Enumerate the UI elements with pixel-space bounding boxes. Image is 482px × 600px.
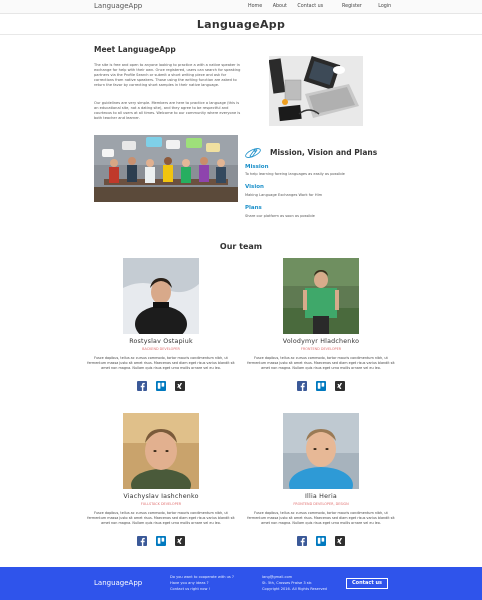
xing-icon[interactable] bbox=[175, 376, 185, 386]
member-photo-2 bbox=[283, 258, 359, 334]
trello-icon[interactable] bbox=[316, 531, 326, 541]
member-role: FRONTEND DEVELOPER, DESIGN bbox=[293, 502, 349, 506]
member-name: Rostyslav Ostapiuk bbox=[129, 338, 193, 345]
nav-brand[interactable]: LanguageApp bbox=[94, 2, 143, 10]
member-role: FULLSTACK DEVELOPER bbox=[140, 502, 182, 506]
plans-text: Share our platform as soon as possible bbox=[245, 214, 315, 218]
nav-link-about[interactable]: About bbox=[272, 4, 287, 9]
nav-link-home[interactable]: Home bbox=[248, 4, 263, 9]
footer bbox=[0, 567, 482, 600]
member-photo-3 bbox=[123, 413, 199, 489]
member-socials bbox=[81, 531, 241, 541]
footer-brand: LanguageApp bbox=[94, 579, 143, 587]
nav-link-login[interactable]: Login bbox=[378, 4, 392, 9]
mission-label: Mission bbox=[245, 164, 269, 170]
xing-icon[interactable] bbox=[175, 531, 185, 541]
footer-email[interactable]: lang@gmail.com bbox=[262, 575, 293, 579]
trello-icon[interactable] bbox=[156, 376, 166, 386]
footer-cta bbox=[170, 574, 234, 592]
trello-icon[interactable] bbox=[156, 531, 166, 541]
plans-label: Plans bbox=[245, 205, 262, 211]
member-name: Viachyslav Iashchenko bbox=[123, 493, 199, 500]
contact-us-button[interactable]: Contact us bbox=[346, 578, 388, 589]
nav-links bbox=[248, 4, 332, 9]
team-member-2 bbox=[241, 258, 401, 386]
team-member-4 bbox=[241, 413, 401, 541]
facebook-icon[interactable] bbox=[297, 531, 307, 541]
xing-icon[interactable] bbox=[335, 376, 345, 386]
about-title: Meet LanguageApp bbox=[94, 45, 176, 54]
laptop-photo bbox=[269, 56, 363, 126]
xing-icon[interactable] bbox=[335, 531, 345, 541]
footer-cta-line: Contact us right now ! bbox=[170, 587, 211, 591]
member-bio: Fusce dapibus, tellus ac cursus commodo, tortor mauris condimentum nibh, ut fermentum massa justo sit amet risus. Maecenas sed diam eget risus varius blandit sit amet non magna. Nullam quis risus eget urna mollis ornare vel eu leo. bbox=[247, 356, 395, 370]
trello-icon[interactable] bbox=[316, 376, 326, 386]
footer-info bbox=[262, 574, 327, 592]
nav-auth bbox=[342, 4, 406, 9]
facebook-icon[interactable] bbox=[137, 531, 147, 541]
member-photo-4 bbox=[283, 413, 359, 489]
member-bio: Fusce dapibus, tellus ac cursus commodo, tortor mauris condimentum nibh, ut fermentum massa justo sit amet risus. Maecenas sed diam eget risus varius blandit sit amet non magna. Nullam quis risus eget urna mollis ornare vel eu leo. bbox=[87, 511, 235, 525]
about-paragraph-2: Our guidelines are very simple. Members are here to practice a language (this is an educational site, not a dating site), and they agree to be respectful and bbox=[94, 101, 240, 111]
mvp-title: Mission, Vision and Plans bbox=[270, 148, 378, 157]
footer-cta-line: Do you want to cooperate with us ? bbox=[170, 575, 234, 579]
people-photo bbox=[94, 135, 238, 202]
mission-text: To help learning foreing languages as easily as possible bbox=[245, 172, 345, 176]
member-role: BACKEND DEVELOPER bbox=[142, 347, 180, 351]
navbar bbox=[0, 0, 482, 14]
member-socials bbox=[241, 531, 401, 541]
facebook-icon[interactable] bbox=[137, 376, 147, 386]
member-photo-1 bbox=[123, 258, 199, 334]
nav-link-contact[interactable]: Contact us bbox=[297, 4, 324, 9]
vision-label: Vision bbox=[245, 184, 264, 190]
member-bio: Fusce dapibus, tellus ac cursus commodo, tortor mauris condimentum nibh, ut fermentum massa justo sit amet risus. Maecenas sed diam eget risus varius blandit sit amet non magna. Nullam quis risus eget urna mollis ornare vel eu leo. bbox=[87, 356, 235, 370]
footer-copyright: Copyright 2016. All Rights Reserved bbox=[262, 587, 327, 591]
about-paragraph-3: courteous to all users at all times. Welcome to our community where everyone is both teacher and learner. bbox=[94, 111, 241, 121]
about-paragraph-1: The site is free and open to anyone looking to practice a with a native speaker in exchange for help with their own. Once registered, users can search for speaking partners via the Profile Search or submit a short writing piece and ask for corrections from native speakers. Those using the writing function are asked to return the favor by correcting short samples in their native language. bbox=[94, 63, 241, 88]
member-bio: Fusce dapibus, tellus ac cursus commodo, tortor mauris condimentum nibh, ut fermentum massa justo sit amet risus. Maecenas sed diam eget risus varius blandit sit amet non magna. Nullam quis risus eget urna mollis ornare vel eu leo. bbox=[247, 511, 395, 525]
nav-link-register[interactable]: Register bbox=[342, 4, 362, 9]
team-member-3 bbox=[81, 413, 241, 541]
facebook-icon[interactable] bbox=[297, 376, 307, 386]
page-title: LanguageApp bbox=[196, 18, 286, 31]
member-role: FRONTEND DEVELOPER bbox=[300, 347, 342, 351]
member-name: Volodymyr Hladchenko bbox=[282, 338, 360, 345]
header-divider bbox=[0, 34, 482, 35]
footer-address: St. 5th, Crosses Praise 3 str. bbox=[262, 581, 313, 585]
vision-text: Making Language Exchanges Work for Him bbox=[245, 193, 323, 197]
member-socials bbox=[241, 376, 401, 386]
member-socials bbox=[81, 376, 241, 386]
member-name: Illia Heria bbox=[305, 493, 337, 500]
footer-cta-line: Have you any ideas ? bbox=[170, 581, 209, 585]
rocket-icon bbox=[244, 145, 262, 159]
team-title: Our team bbox=[219, 242, 263, 251]
team-member-1 bbox=[81, 258, 241, 386]
